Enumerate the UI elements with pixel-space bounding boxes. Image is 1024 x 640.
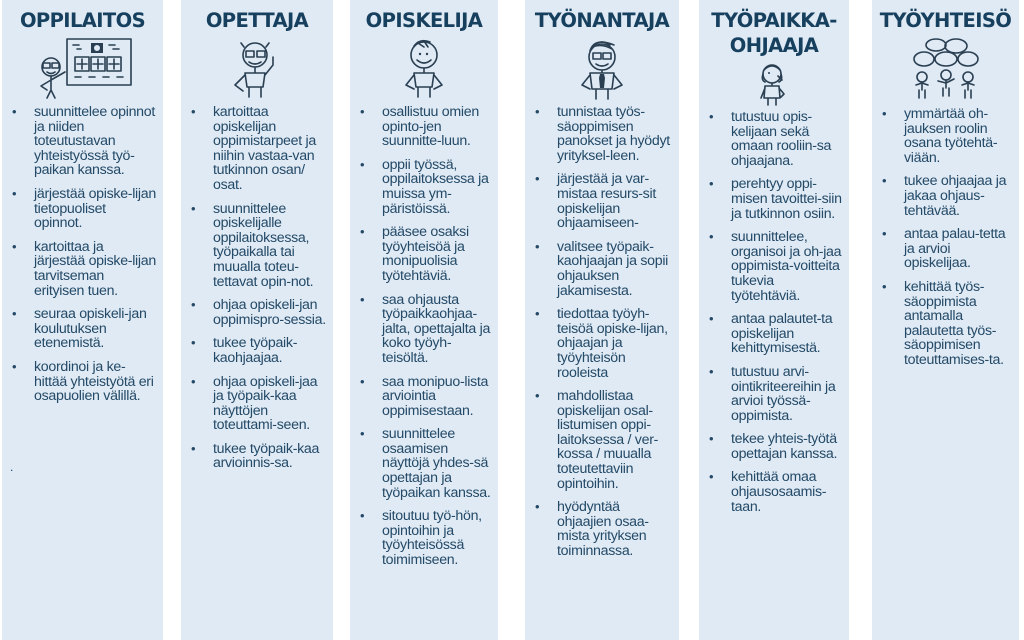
work-community-speech-bubbles-icon xyxy=(910,37,982,101)
list-item: • tutustuu opis-kelijaan sekä omaan rooliin-sa ohjaajana. xyxy=(705,110,843,168)
list-item: • tukee ohjaajaa ja jakaa ohjaus-tehtävää. xyxy=(878,174,1013,218)
list-item: • suunnittelee opinnot ja niiden toteutustavan yhteistyössä työ-paikan kanssa. xyxy=(8,105,157,178)
list-item: • valitsee työpaik-kaohjaajan ja sopii ohjauksen jakamisesta. xyxy=(531,240,673,298)
list-item: • ohjaa opiskeli-jaa ja työpaik-kaa näyttöjen toteuttami-seen. xyxy=(187,375,327,433)
list-item: • antaa palau-tetta ja arvioi opiskelijaa. xyxy=(878,227,1013,271)
list-item: • ymmärtää oh-jauksen roolin osana työtehtä-viään. xyxy=(878,107,1013,165)
list-item: • hyödyntää ohjaajien osaa-mista yrityksen toiminnassa. xyxy=(531,500,673,558)
column-opettaja xyxy=(181,0,333,640)
list-item: • sitoutuu työ-hön, opintoihin ja työyhteisössä toimimiseen. xyxy=(356,509,492,567)
column-title: TYÖNANTAJA xyxy=(534,9,670,32)
teacher-at-whiteboard-icon xyxy=(33,37,133,99)
column-title: OPETTAJA xyxy=(205,9,309,32)
responsibility-list xyxy=(350,105,498,568)
list-item: • ohjaa opiskeli-jan oppimispro-sessia. xyxy=(187,298,327,327)
responsibility-list xyxy=(699,110,849,514)
list-item: • kartoittaa ja järjestää opiske-lijan tarvitseman erityisen tuen. xyxy=(8,240,157,298)
list-item: • perehtyy oppi-misen tavoittei-siin ja tutkinnon osiin. xyxy=(705,177,843,221)
list-item: • seuraa opiskeli-jan koulutuksen etenemistä. xyxy=(8,307,157,351)
column-title-line-1: TYÖPAIKKA- xyxy=(711,9,837,32)
column-title: OPPILAITOS xyxy=(19,9,146,32)
list-item: • kehittää omaa ohjausosaamis-taan. xyxy=(705,470,843,514)
list-item: • tunnistaa työs-säoppimisen panokset ja hyödyt yrityksel-leen. xyxy=(531,105,673,163)
column-title-line-2: OHJAAJA xyxy=(729,34,819,57)
column-tyopaikkaohjaaja xyxy=(699,0,849,640)
list-item: • suunnittelee, organisoi ja oh-jaa oppimista-voitteita tukevia työtehtäviä. xyxy=(705,230,843,303)
column-title: TYÖYHTEISÖ xyxy=(879,9,1012,32)
column-title xyxy=(699,8,849,58)
list-item: • mahdollistaa opiskelijan osal-listumisen oppi-laitoksessa / ver-kossa / muualla toteutettaviin opintoihin. xyxy=(531,389,673,491)
list-item: • oppii työssä, oppilaitoksessa ja muissa ym-päristöissä. xyxy=(356,158,492,216)
stray-mark: . xyxy=(10,460,14,474)
employer-with-tie-icon xyxy=(572,37,632,101)
list-item: • tukee työpaik-kaohjaajaa. xyxy=(187,336,327,365)
list-item: • järjestää ja var-mistaa resurs-sit opiskelijan ohjaamiseen- xyxy=(531,172,673,230)
list-item: • osallistuu omien opinto-jen suunnitte-luun. xyxy=(356,105,492,149)
list-item: • kartoittaa opiskelijan oppimistarpeet ja niihin vastaa-van tutkinnon osan/ osat. xyxy=(187,105,327,193)
list-item: • saa monipuo-lista arviointia oppimisestaan. xyxy=(356,375,492,419)
teacher-figure-icon xyxy=(227,37,287,99)
responsibility-list xyxy=(181,105,333,471)
list-item: • koordinoi ja ke-hittää yhteistyötä eri osapuolien välillä. xyxy=(8,360,157,404)
list-item: • tekee yhteis-työtä opettajan kanssa. xyxy=(705,432,843,461)
column-opiskelija xyxy=(350,0,498,640)
list-item: • järjestää opiske-lijan tietopuoliset opinnot. xyxy=(8,187,157,231)
list-item: • kehittää työs-säoppimista antamalla palautetta työs-säoppimisen toteuttamises-ta. xyxy=(878,280,1013,368)
workplace-instructor-figure-icon xyxy=(752,62,796,106)
column-title: OPISKELIJA xyxy=(365,9,483,32)
list-item: • antaa palautet-ta opiskelijan kehittymisestä. xyxy=(705,312,843,356)
responsibility-list xyxy=(2,105,163,404)
list-item: • suunnittelee osaamisen näyttöjä yhdes-sä opettajan ja työpaikan kanssa. xyxy=(356,427,492,500)
list-item: • tukee työpaik-kaa arvioinnis-sa. xyxy=(187,442,327,471)
column-tyonantaja xyxy=(525,0,679,640)
list-item: • tiedottaa työyh-teisöä opiske-lijan, ohjaajan ja työyhteisön rooleista xyxy=(531,307,673,380)
responsibility-list xyxy=(525,105,679,559)
column-tyoyhteiso xyxy=(872,0,1019,640)
responsibility-list xyxy=(872,107,1019,368)
column-oppilaitos xyxy=(2,0,163,640)
list-item: • suunnittelee opiskelijalle oppilaitoksessa, työpaikalla tai muualla toteu-tettavat opin-not. xyxy=(187,202,327,290)
list-item: • tutustuu arvi-ointikriteereihin ja arvioi työssä-oppimista. xyxy=(705,365,843,423)
student-figure-icon xyxy=(394,37,454,99)
list-item: • saa ohjausta työpaikkaohjaa-jalta, opettajalta ja koko työyh-teisöltä. xyxy=(356,293,492,366)
list-item: • pääsee osaksi työyhteisöä ja monipuolisia työtehtäviä. xyxy=(356,225,492,283)
